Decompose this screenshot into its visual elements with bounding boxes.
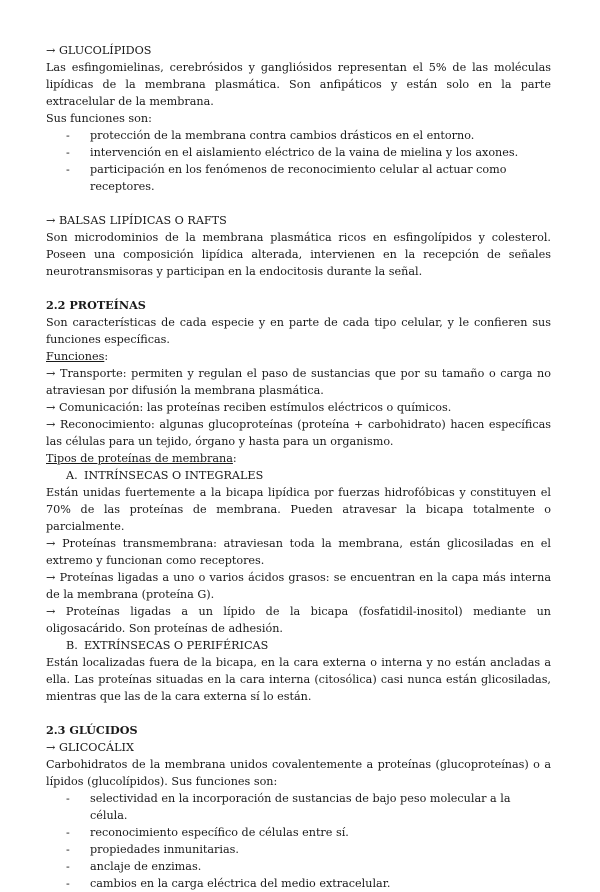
intrinsecas-item-text: Proteínas ligadas a uno o varios ácidos grasos: se encuentran en la capa más interna de la membrana (proteína G). [46,571,552,601]
funcion-item [46,416,551,450]
glucidos-heading: 2.3 GLÚCIDOS [46,723,138,737]
intrinsecas-title: INTRÍNSECAS O INTEGRALES [84,469,264,482]
glucolipidos-paragraph: Las esfingomielinas, cerebrósidos y gangliósidos representan el 5% de las moléculas lipídicas de la membrana plasmática. Son anfipáticos y están solo en la parte extracelular de la membrana. [46,61,551,108]
document-page [46,42,551,892]
balsas-heading-text: BALSAS LIPÍDICAS O RAFTS [58,214,227,227]
intrinsecas-letter: A. [66,469,78,482]
funcion-text: Comunicación: las proteínas reciben estímulos eléctricos o químicos. [58,401,452,414]
list-item: - reconocimiento específico de células entre sí. [66,824,551,841]
intrinsecas-item [46,569,551,603]
funcion-text: Transporte: permiten y regulan el paso de sustancias que por su tamaño o carga no atraviesan por difusión la membrana plasmática. [46,367,551,397]
glucidos-paragraph: Carbohidratos de la membrana unidos covalentemente a proteínas (glucoproteínas) o a lípidos (glucolípidos). Sus funciones son: [46,758,551,788]
proteinas-paragraph: Son características de cada especie y en parte de cada tipo celular, y le confieren sus funciones específicas. [46,316,551,346]
arrow-icon: → [46,571,56,584]
extrinsecas-heading [46,637,551,654]
list-item: - intervención en el aislamiento eléctrico de la vaina de mielina y los axones. [66,144,551,161]
arrow-icon: → [46,537,56,550]
list-item: - propiedades inmunitarias. [66,841,551,858]
intrinsecas-heading [46,467,551,484]
intrinsecas-item [46,603,551,637]
list-item: - cambios en la carga eléctrica del medio extracelular. [66,875,551,892]
intrinsecas-item [46,535,551,569]
extrinsecas-paragraph: Están localizadas fuera de la bicapa, en la cara externa o interna y no están ancladas a ella. Las proteínas situadas en la cara interna (citosólica) casi nunca están glicosiladas, mientras que las de la cara externa sí lo están. [46,656,551,703]
list-item: - protección de la membrana contra cambios drásticos en el entorno. [66,127,551,144]
glicocalix-heading-text: GLICOCÁLIX [58,741,134,754]
balsas-paragraph: Son microdominios de la membrana plasmática ricos en esfingolípidos y colesterol. Poseen una composición lipídica alterada, intervienen en la recepción de señales neurotransmisoras y participan en la endocitosis durante la señal. [46,231,551,278]
arrow-icon: → [46,214,56,227]
tipos-label: Tipos de proteínas de membrana [46,452,233,465]
arrow-icon: → [46,401,56,414]
arrow-icon: → [46,418,56,431]
glucidos-list [46,790,551,892]
funcion-text: Reconocimiento: algunas glucoproteínas (proteína + carbohidrato) hacen específicas las células para un tejido, órgano y hasta para un organismo. [46,418,552,448]
glucolipidos-heading-text: GLUCOLÍPIDOS [58,44,152,57]
funciones-label-line: Funciones: [46,350,109,363]
intrinsecas-item-text: Proteínas transmembrana: atraviesan toda la membrana, están glicosiladas en el extremo y funcionan como receptores. [46,537,551,567]
funcion-item [46,365,551,399]
glucolipidos-list [46,127,551,195]
funcion-item [46,399,551,416]
glicocalix-heading [46,739,551,756]
glucolipidos-heading [46,42,551,59]
arrow-icon: → [46,741,56,754]
funciones-label: Funciones [46,350,105,363]
balsas-heading [46,212,551,229]
proteinas-heading: 2.2 PROTEÍNAS [46,298,146,312]
extrinsecas-letter: B. [66,639,78,652]
list-item: - selectividad en la incorporación de sustancias de bajo peso molecular a la célula. [66,790,551,824]
glucolipidos-intro: Sus funciones son: [46,112,152,125]
intrinsecas-paragraph: Están unidas fuertemente a la bicapa lipídica por fuerzas hidrofóbicas y constituyen el 70% de las proteínas de membrana. Pueden atravesar la bicapa totalmente o parcialmente. [46,486,551,533]
tipos-label-line: Tipos de proteínas de membrana: [46,452,237,465]
list-item: - participación en los fenómenos de reconocimiento celular al actuar como receptores. [66,161,551,195]
list-item: - anclaje de enzimas. [66,858,551,875]
arrow-icon: → [46,605,56,618]
extrinsecas-title: EXTRÍNSECAS O PERIFÉRICAS [84,639,269,652]
intrinsecas-item-text: Proteínas ligadas a un lípido de la bicapa (fosfatidil-inositol) mediante un oligosacárido. Son proteínas de adhesión. [46,605,551,635]
arrow-icon: → [46,367,56,380]
arrow-icon: → [46,44,56,57]
